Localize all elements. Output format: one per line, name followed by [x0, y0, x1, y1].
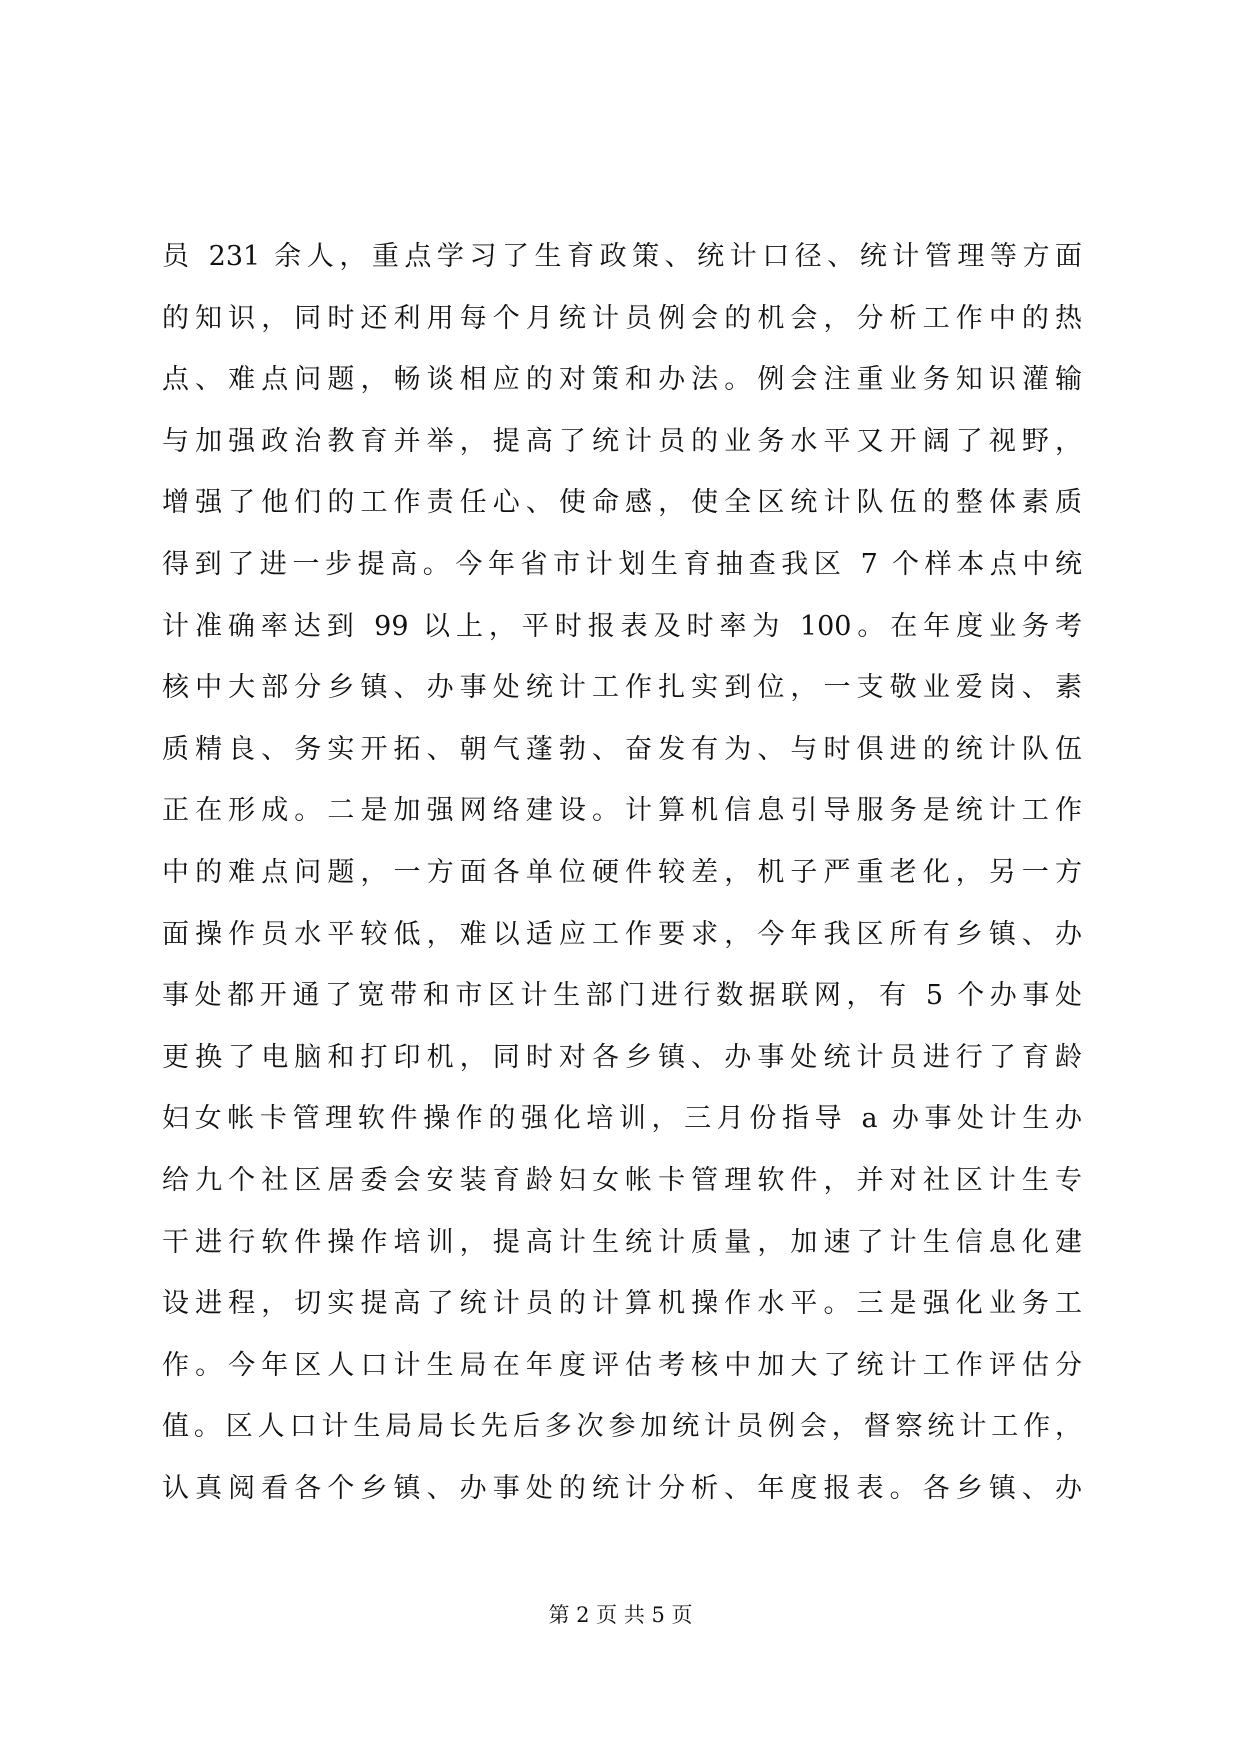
text-line: 点、难点问题，畅谈相应的对策和办法。例会注重业务知识灌输: [162, 364, 1082, 396]
text-line: 得到了进一步提高。今年省市计划生育抽查我区 7 个样本点中统: [162, 548, 1082, 580]
text-line: 正在形成。二是加强网络建设。计算机信息引导服务是统计工作: [162, 795, 1082, 827]
text-line: 值。区人口计生局局长先后多次参加统计员例会，督察统计工作，: [162, 1411, 1082, 1443]
page-footer: [0, 1600, 1241, 1630]
body-text: [162, 226, 1082, 1519]
text-line: 认真阅看各个乡镇、办事处的统计分析、年度报表。各乡镇、办: [162, 1472, 1082, 1504]
text-line: 妇女帐卡管理软件操作的强化培训，三月份指导 a 办事处计生办: [162, 1103, 1082, 1135]
text-line: 增强了他们的工作责任心、使命感，使全区统计队伍的整体素质: [162, 487, 1082, 519]
text-line: 更换了电脑和打印机，同时对各乡镇、办事处统计员进行了育龄: [162, 1041, 1082, 1073]
text-line: 设进程，切实提高了统计员的计算机操作水平。三是强化业务工: [162, 1288, 1082, 1320]
text-line: 中的难点问题，一方面各单位硬件较差，机子严重老化，另一方: [162, 856, 1082, 888]
text-line: 干进行软件操作培训，提高计生统计质量，加速了计生信息化建: [162, 1226, 1082, 1258]
text-line: 给九个社区居委会安装育龄妇女帐卡管理软件，并对社区计生专: [162, 1164, 1082, 1196]
text-line: 作。今年区人口计生局在年度评估考核中加大了统计工作评估分: [162, 1349, 1082, 1381]
text-line: 事处都开通了宽带和市区计生部门进行数据联网，有 5 个办事处: [162, 980, 1082, 1012]
page-number-label: 第 2 页 共 5 页: [548, 1603, 693, 1627]
text-line: 核中大部分乡镇、办事处统计工作扎实到位，一支敬业爱岗、素: [162, 672, 1082, 704]
text-line: 与加强政治教育并举，提高了统计员的业务水平又开阔了视野，: [162, 425, 1082, 457]
text-line: 计准确率达到 99 以上，平时报表及时率为 100。在年度业务考: [162, 610, 1082, 642]
text-line: 面操作员水平较低，难以适应工作要求，今年我区所有乡镇、办: [162, 918, 1082, 950]
text-line: 质精良、务实开拓、朝气蓬勃、奋发有为、与时俱进的统计队伍: [162, 733, 1082, 765]
text-line: 员 231 余人，重点学习了生育政策、统计口径、统计管理等方面: [162, 241, 1082, 272]
text-line: 的知识，同时还利用每个月统计员例会的机会，分析工作中的热: [162, 302, 1082, 334]
